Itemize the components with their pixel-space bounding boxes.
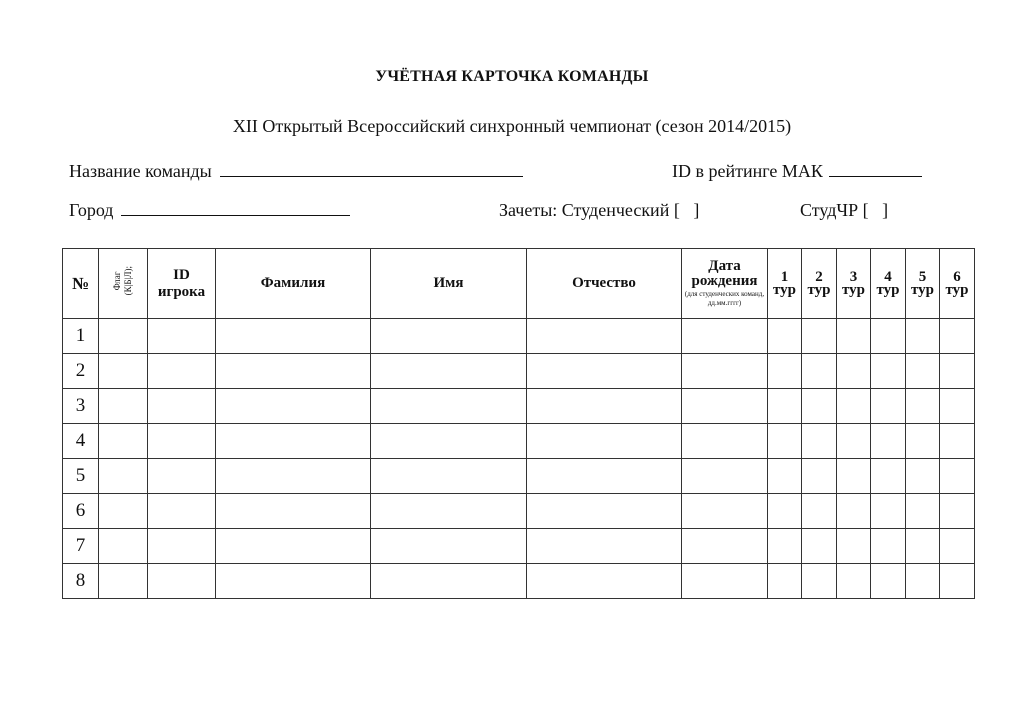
tour-3-label: тур — [841, 281, 865, 298]
cell-tour-6[interactable] — [940, 529, 975, 564]
cell-tour-4[interactable] — [871, 389, 906, 424]
cell-tour-3[interactable] — [837, 564, 871, 599]
cell-surname[interactable] — [216, 424, 371, 459]
tour-6-label: тур — [945, 281, 969, 298]
cell-patronymic[interactable] — [527, 424, 682, 459]
cell-player-id[interactable] — [148, 459, 216, 494]
table-row — [63, 494, 975, 529]
tour-5-num: 5 — [918, 268, 927, 285]
cell-name[interactable] — [371, 424, 527, 459]
header-tour-6 — [940, 249, 975, 319]
cell-tour-6[interactable] — [940, 459, 975, 494]
cell-tour-4[interactable] — [871, 529, 906, 564]
city-label: Город — [69, 200, 114, 220]
credits-label: Зачеты: Студенческий [ ] — [499, 200, 700, 220]
tour-3-num: 3 — [849, 268, 858, 285]
cell-tour-4[interactable] — [871, 459, 906, 494]
cell-tour-1[interactable] — [768, 494, 802, 529]
cell-tour-1[interactable] — [768, 459, 802, 494]
cell-tour-2[interactable] — [802, 424, 837, 459]
table-row — [63, 529, 975, 564]
tour-5-label: тур — [910, 281, 934, 298]
rating-id-blank[interactable] — [829, 162, 922, 177]
cell-flag[interactable] — [99, 564, 148, 599]
cell-name[interactable] — [371, 354, 527, 389]
row-number: 2 — [63, 354, 99, 389]
cell-birth-date[interactable] — [682, 564, 768, 599]
table-row — [63, 389, 975, 424]
cell-tour-1[interactable] — [768, 389, 802, 424]
header-dob-line2: рождения — [691, 273, 758, 289]
team-name-label: Название команды — [69, 161, 212, 181]
cell-tour-6[interactable] — [940, 564, 975, 599]
cell-tour-3[interactable] — [837, 354, 871, 389]
cell-tour-5[interactable] — [906, 354, 940, 389]
table-row — [63, 319, 975, 354]
cell-tour-2[interactable] — [802, 354, 837, 389]
cell-tour-1[interactable] — [768, 424, 802, 459]
header-dob-line1: Дата — [708, 258, 741, 274]
cell-tour-3[interactable] — [837, 389, 871, 424]
cell-birth-date[interactable] — [682, 494, 768, 529]
tour-4-label: тур — [876, 281, 900, 298]
rating-id-field — [672, 161, 922, 182]
cell-tour-6[interactable] — [940, 494, 975, 529]
table-row — [63, 424, 975, 459]
header-id-line2: игрока — [157, 283, 206, 300]
document-subtitle: XII Открытый Всероссийский синхронный чемпионат (сезон 2014/2015) — [232, 116, 792, 136]
tour-1-label: тур — [772, 281, 796, 298]
cell-tour-4[interactable] — [871, 494, 906, 529]
cell-patronymic[interactable] — [527, 319, 682, 354]
cell-patronymic[interactable] — [527, 389, 682, 424]
cell-flag[interactable] — [99, 494, 148, 529]
cell-tour-5[interactable] — [906, 529, 940, 564]
cell-tour-2[interactable] — [802, 459, 837, 494]
cell-tour-3[interactable] — [837, 319, 871, 354]
cell-name[interactable] — [371, 564, 527, 599]
header-flag-line2: (К|Б|Л); — [123, 266, 133, 296]
cell-player-id[interactable] — [148, 494, 216, 529]
row-number: 5 — [63, 459, 99, 494]
cell-tour-2[interactable] — [802, 564, 837, 599]
header-tour-4 — [871, 249, 906, 319]
cell-surname[interactable] — [216, 389, 371, 424]
tour-4-num: 4 — [884, 268, 892, 285]
cell-birth-date[interactable] — [682, 424, 768, 459]
cell-birth-date[interactable] — [682, 354, 768, 389]
cell-tour-3[interactable] — [837, 494, 871, 529]
cell-tour-5[interactable] — [906, 564, 940, 599]
team-name-blank[interactable] — [220, 162, 523, 177]
tour-2-label: тур — [807, 281, 831, 298]
header-tour-2 — [802, 249, 837, 319]
header-birth-date — [682, 249, 768, 319]
credits-student-checkbox[interactable] — [499, 200, 699, 221]
table-header-row — [63, 249, 975, 319]
cell-tour-2[interactable] — [802, 319, 837, 354]
cell-player-id[interactable] — [148, 389, 216, 424]
cell-surname[interactable] — [216, 564, 371, 599]
players-table — [62, 248, 975, 599]
row-number: 7 — [63, 529, 99, 564]
header-tour-3 — [837, 249, 871, 319]
row-number: 8 — [63, 564, 99, 599]
cell-surname[interactable] — [216, 529, 371, 564]
cell-tour-5[interactable] — [906, 389, 940, 424]
cell-tour-4[interactable] — [871, 319, 906, 354]
cell-name[interactable] — [371, 319, 527, 354]
header-patronymic: Отчество — [527, 249, 682, 319]
city-blank[interactable] — [121, 201, 350, 216]
header-name: Имя — [371, 249, 527, 319]
header-id-line1: ID — [173, 266, 190, 283]
cell-tour-6[interactable] — [940, 389, 975, 424]
cell-patronymic[interactable] — [527, 494, 682, 529]
cell-patronymic[interactable] — [527, 529, 682, 564]
cell-name[interactable] — [371, 389, 527, 424]
cell-tour-2[interactable] — [802, 494, 837, 529]
studchr-label: СтудЧР [ ] — [800, 200, 889, 220]
cell-tour-2[interactable] — [802, 389, 837, 424]
header-surname: Фамилия — [216, 249, 371, 319]
cell-tour-5[interactable] — [906, 459, 940, 494]
cell-birth-date[interactable] — [682, 529, 768, 564]
cell-tour-3[interactable] — [837, 529, 871, 564]
cell-player-id[interactable] — [148, 354, 216, 389]
header-tour-5 — [906, 249, 940, 319]
table-row — [63, 564, 975, 599]
cell-tour-4[interactable] — [871, 354, 906, 389]
cell-birth-date[interactable] — [682, 319, 768, 354]
cell-birth-date[interactable] — [682, 389, 768, 424]
cell-player-id[interactable] — [148, 529, 216, 564]
cell-tour-2[interactable] — [802, 529, 837, 564]
cell-surname[interactable] — [216, 354, 371, 389]
tour-1-num: 1 — [780, 268, 789, 285]
cell-tour-3[interactable] — [837, 424, 871, 459]
city-field — [69, 200, 350, 221]
table-row — [63, 459, 975, 494]
header-tour-1 — [768, 249, 802, 319]
row-number: 6 — [63, 494, 99, 529]
cell-tour-4[interactable] — [871, 424, 906, 459]
cell-player-id[interactable] — [148, 424, 216, 459]
row-number: 3 — [63, 389, 99, 424]
table-row — [63, 354, 975, 389]
cell-flag[interactable] — [99, 459, 148, 494]
tour-6-num: 6 — [953, 268, 961, 285]
header-number: № — [63, 249, 99, 319]
cell-tour-6[interactable] — [940, 319, 975, 354]
cell-tour-6[interactable] — [940, 424, 975, 459]
cell-tour-3[interactable] — [837, 459, 871, 494]
document-title: УЧЁТНАЯ КАРТОЧКА КОМАНДЫ — [375, 68, 649, 85]
cell-flag[interactable] — [99, 529, 148, 564]
tour-2-num: 2 — [815, 268, 823, 285]
cell-player-id[interactable] — [148, 564, 216, 599]
cell-name[interactable] — [371, 529, 527, 564]
cell-surname[interactable] — [216, 494, 371, 529]
header-flag-line1: Флаг — [112, 271, 122, 291]
cell-tour-6[interactable] — [940, 354, 975, 389]
header-dob-note: (для студенческих команд, дд.мм.гггг) — [684, 290, 765, 307]
header-player-id — [148, 249, 216, 319]
rating-id-label: ID в рейтинге МАК — [672, 161, 823, 181]
cell-tour-5[interactable] — [906, 494, 940, 529]
cell-surname[interactable] — [216, 319, 371, 354]
cell-tour-1[interactable] — [768, 529, 802, 564]
cell-patronymic[interactable] — [527, 459, 682, 494]
row-number: 4 — [63, 424, 99, 459]
cell-name[interactable] — [371, 494, 527, 529]
cell-player-id[interactable] — [148, 319, 216, 354]
row-number: 1 — [63, 319, 99, 354]
cell-tour-4[interactable] — [871, 564, 906, 599]
cell-tour-1[interactable] — [768, 354, 802, 389]
cell-flag[interactable] — [99, 424, 148, 459]
cell-patronymic[interactable] — [527, 564, 682, 599]
cell-flag[interactable] — [99, 354, 148, 389]
cell-birth-date[interactable] — [682, 459, 768, 494]
cell-tour-1[interactable] — [768, 564, 802, 599]
cell-name[interactable] — [371, 459, 527, 494]
table-body — [63, 319, 975, 599]
cell-tour-1[interactable] — [768, 319, 802, 354]
cell-tour-5[interactable] — [906, 319, 940, 354]
cell-patronymic[interactable] — [527, 354, 682, 389]
cell-surname[interactable] — [216, 459, 371, 494]
cell-flag[interactable] — [99, 319, 148, 354]
studchr-checkbox[interactable] — [800, 200, 888, 221]
header-flag — [99, 249, 148, 319]
cell-flag[interactable] — [99, 389, 148, 424]
cell-tour-5[interactable] — [906, 424, 940, 459]
team-name-field — [69, 161, 523, 182]
